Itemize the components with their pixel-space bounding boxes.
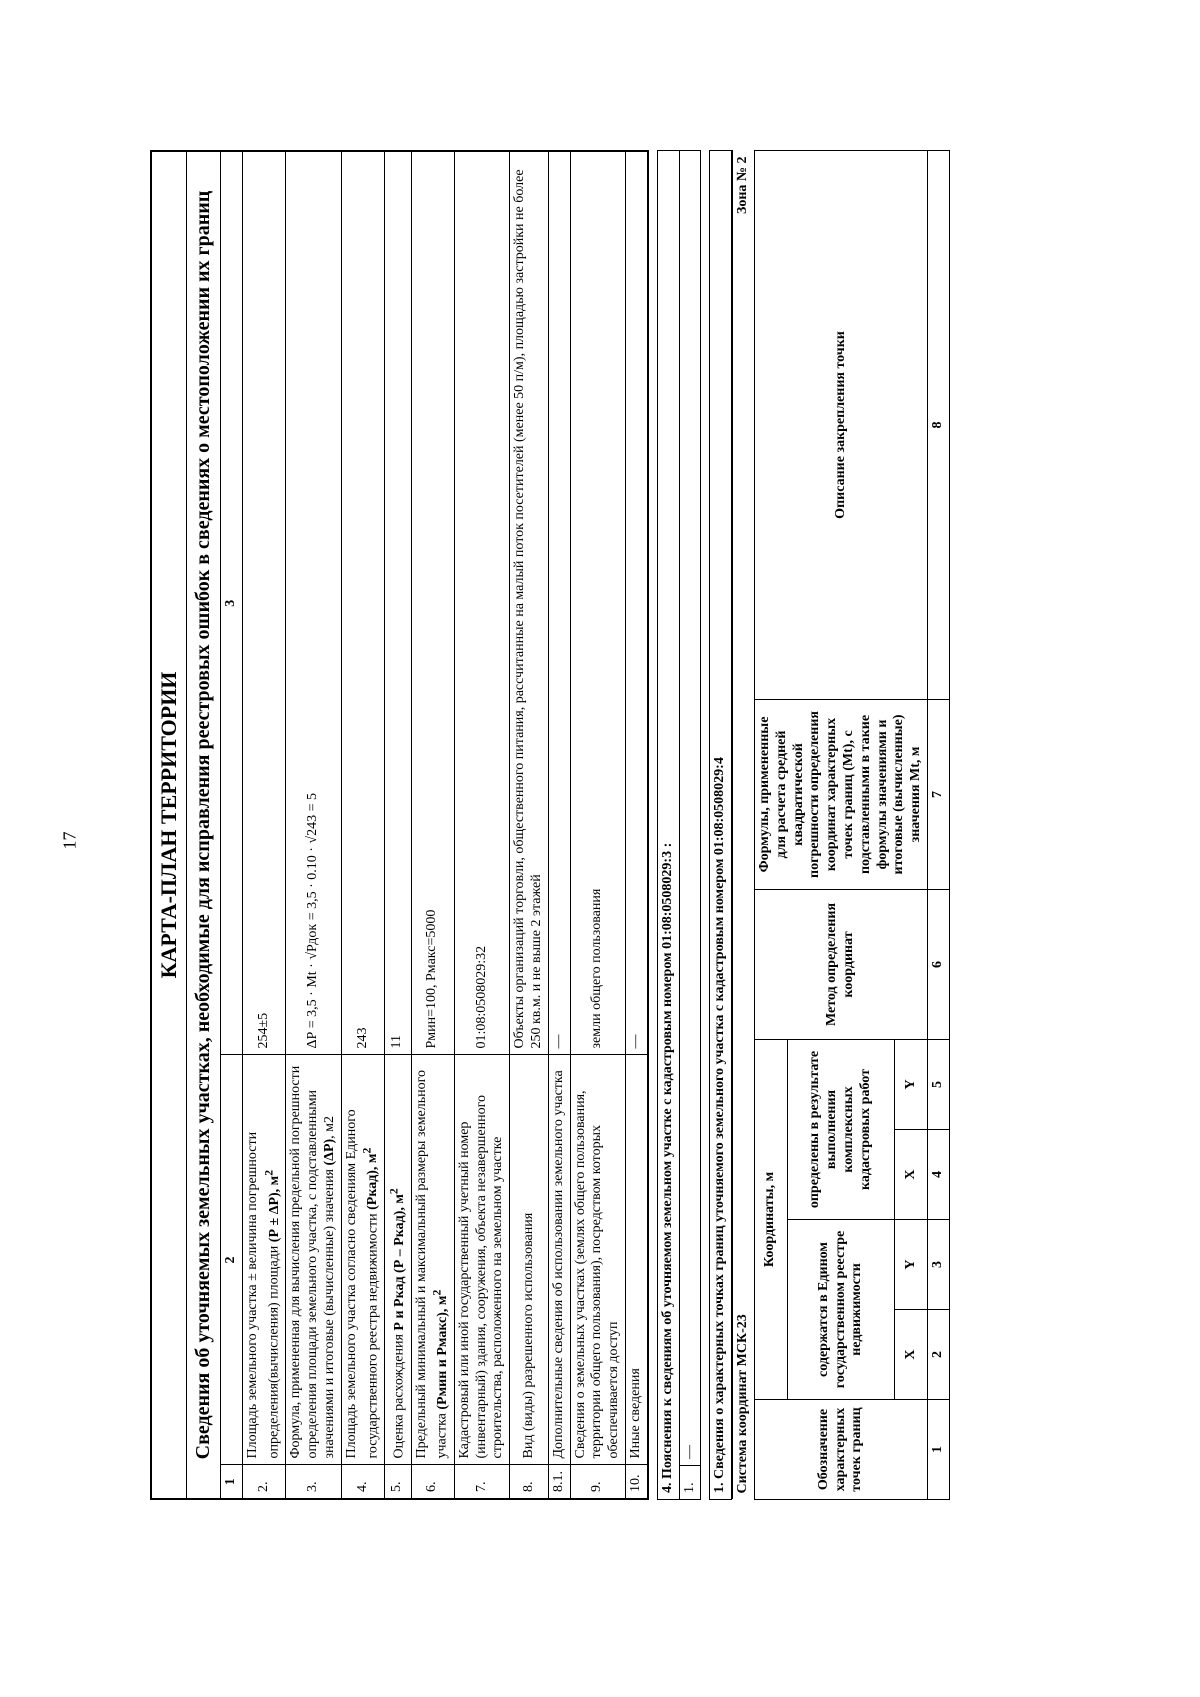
row-label: Оценка расхождения Р и Ркад (Р – Ркад), $м^2$ xyxy=(385,1055,411,1465)
zone-label: Зона № 2 xyxy=(733,151,755,1040)
row-number: 8.1. xyxy=(548,1465,570,1499)
row-value: 01:08:0508029:32 xyxy=(454,151,509,1055)
row-label: Площадь земельного участка ± величина погрешности определения(вычисления) площади (Р ± ΔР), $м^2$ xyxy=(243,1055,286,1465)
header-y-result: Y xyxy=(895,1039,928,1129)
main-table xyxy=(150,150,649,1500)
row-value: Объекты организаций торговли, общественного питания, рассчитанные на малый поток посетителей (менее 50 п/м), площадью застройки не более 250 кв.м. и не выше 2 этажей xyxy=(510,151,549,1055)
col-header-3: 3 xyxy=(221,151,243,1055)
row-label: Площадь земельного участка согласно сведениям Единого государственного реестра недвижимости (Ркад), $м^2$ xyxy=(341,1055,384,1465)
main-rows xyxy=(243,151,648,1499)
row-number: 6. xyxy=(411,1465,454,1499)
row-number: 5. xyxy=(385,1465,411,1499)
col-header-2: 2 xyxy=(221,1055,243,1465)
header-x-result: X xyxy=(895,1130,928,1220)
table-row xyxy=(411,151,454,1499)
header-coordinates: Координаты, м xyxy=(754,1039,787,1399)
row-value: 243 xyxy=(341,151,384,1055)
rotated-content xyxy=(150,150,945,1500)
row-label: Предельный минимальный и максимальный размеры земельного участка (Рмин и Рмакс), $м^2$ xyxy=(411,1055,454,1465)
header-result: определены в результате выполнения комплексных кадастровых работ xyxy=(787,1039,895,1219)
header-x-egrn: X xyxy=(895,1310,928,1400)
index-cell: 6 xyxy=(927,889,949,1039)
row-number: 2. xyxy=(243,1465,286,1499)
table-row xyxy=(510,151,549,1499)
row-value: 254±5 xyxy=(243,151,286,1055)
row-number: 10. xyxy=(625,1465,647,1499)
index-cell: 5 xyxy=(927,1039,949,1129)
row-label: Дополнительные сведения об использовании земельного участка xyxy=(548,1055,570,1465)
section4-heading: 4. Пояснения к сведениям об уточняемом земельном участке с кадастровым номером 01:08:0508029:3 : xyxy=(657,151,679,1500)
index-cell: 2 xyxy=(927,1310,949,1400)
doc-title: КАРТА-ПЛАН ТЕРРИТОРИИ xyxy=(151,151,187,1499)
section4-item-number: 1. xyxy=(679,1466,701,1500)
row-value: — xyxy=(548,151,570,1055)
index-cell: 7 xyxy=(927,699,949,889)
header-formula: Формулы, примененные для расчета средней квадратической погрешности определения координат характерных точек границ (Mt), с подставленными в такие формулы значениями и итоговые (вычисленные) значения Mt, м xyxy=(754,699,927,889)
header-y-egrn: Y xyxy=(895,1220,928,1310)
row-value: ΔР = 3,5 · Mt · √Рдок = 3,5 · 0.10 · √243 = 5 xyxy=(286,151,341,1055)
row-label: Вид (виды) разрешенного использования xyxy=(510,1055,549,1465)
section4-item-value: — xyxy=(679,151,701,1466)
row-number: 7. xyxy=(454,1465,509,1499)
row-label: Сведения о земельных участках (землях общего пользования, территории общего пользования), посредством которых обеспечивается доступ xyxy=(570,1055,625,1465)
row-label: Формула, примененная для вычисления предельной погрешности определения площади земельного участка, с подставленными значениями и итоговые (вычисленные) значения (ΔР), м2 xyxy=(286,1055,341,1465)
table-row xyxy=(548,151,570,1499)
table-row xyxy=(243,151,286,1499)
section1-table xyxy=(709,150,732,1500)
index-cell: 3 xyxy=(927,1220,949,1310)
index-cell: 4 xyxy=(927,1130,949,1220)
table-row xyxy=(454,151,509,1499)
row-value: 11 xyxy=(385,151,411,1055)
index-cell: 1 xyxy=(927,1400,949,1500)
row-label: Кадастровый или иной государственный учетный номер (инвентарный) здания, сооружения, объекта незавершенного строительства, расположенного на земельном участке xyxy=(454,1055,509,1465)
header-method: Метод определения координат xyxy=(754,889,927,1039)
header-egrn: содержатся в Едином государственном реестре недвижимости xyxy=(787,1220,895,1400)
doc-subtitle: Сведения об уточняемых земельных участках, необходимые для исправления реестровых ошибок в сведениях о местоположении их границ xyxy=(187,151,221,1499)
table-row xyxy=(385,151,411,1499)
index-row xyxy=(927,151,949,1500)
coord-system: Система координат МСК-23 xyxy=(733,1039,755,1499)
row-value: Рмин=100, Рмакс=5000 xyxy=(411,151,454,1055)
row-number: 3. xyxy=(286,1465,341,1499)
table-row xyxy=(570,151,625,1499)
row-number: 4. xyxy=(341,1465,384,1499)
header-point-designation: Обозначение характерных точек границ xyxy=(754,1400,927,1500)
row-value: земли общего пользования xyxy=(570,151,625,1055)
row-number: 8. xyxy=(510,1465,549,1499)
table-row xyxy=(286,151,341,1499)
table-row xyxy=(625,151,647,1499)
col-header-1: 1 xyxy=(221,1465,243,1499)
row-number: 9. xyxy=(570,1465,625,1499)
index-cell: 8 xyxy=(927,151,949,700)
row-label: Иные сведения xyxy=(625,1055,647,1465)
section4-table xyxy=(657,150,702,1500)
header-description: Описание закрепления точки xyxy=(754,151,927,700)
row-value: — xyxy=(625,151,647,1055)
column-header-row xyxy=(221,151,243,1499)
coordinates-table xyxy=(732,150,950,1500)
page-number: 17 xyxy=(59,831,80,850)
table-row xyxy=(341,151,384,1499)
section1-heading: 1. Сведения о характерных точках границ уточняемого земельного участка с кадастровым номером 01:08:0508029:4 xyxy=(710,151,732,1500)
